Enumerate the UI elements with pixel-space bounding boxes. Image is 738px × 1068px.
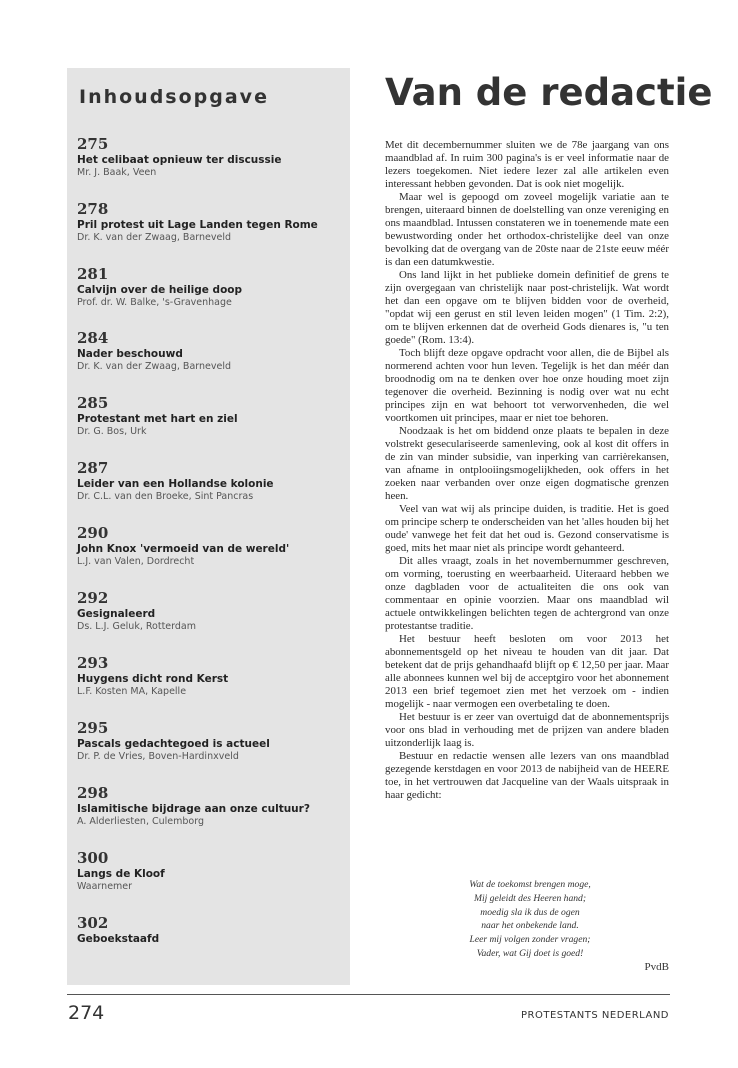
toc-entry-author: Waarnemer <box>77 881 133 892</box>
poem-line: moedig sla ik dus de ogen <box>480 906 580 918</box>
toc-entry-page: 302 <box>77 914 109 932</box>
toc-entry-page: 281 <box>77 265 109 283</box>
article-paragraph: Toch blijft deze opgave opdracht voor allen, die de Bijbel als normerend achten voor hun leven. Tegelijk is het dan méér dan broodnodig om na te denken over hoe onze houding moet zijn tegenover die overheid. Bezinning is nodig over wat nu echt principes zijn en wat behoort tot verworvenheden, die wel voortkomen uit principes, maar er niet toe behoren. <box>385 347 669 424</box>
toc-entry-author: L.J. van Valen, Dordrecht <box>77 556 195 567</box>
article-paragraph: Dit alles vraagt, zoals in het novembernummer geschreven, om vorming, toerusting en weerbaarheid. Uiteraard hebben we onze dagbladen voor de actualiteiten die ons ook van commentaar en opinie voorzien. Maar ons maandblad wil actuele ontwikkelingen belichten tegen de achtergrond van onze protestantse traditie. <box>385 555 669 632</box>
toc-entry-title: Geboekstaafd <box>77 933 160 945</box>
toc-entry-title: Pril protest uit Lage Landen tegen Rome <box>77 219 318 231</box>
article-paragraph: Noodzaak is het om biddend onze plaats te bepalen in deze volstrekt geseculariseerde samenleving, ook al kost dit offers in de zin van minder subsidie, van inperking van carrièrekansen, van afname in ontplooiingsmogelijkheden, ook offers in het zoeken naar verbanden over onze eigen dogmatische grenzen heen. <box>385 425 669 502</box>
toc-entry-title: Pascals gedachtegoed is actueel <box>77 738 270 750</box>
article-paragraph: Veel van wat wij als principe duiden, is traditie. Het is goed om principe scherp te onderscheiden van het 'alles houden bij het oude' vanwege het feit dat het oud is. Gezond conservatisme is goed, mits het maar niet als principe wordt gehanteerd. <box>385 503 669 554</box>
page-number: 274 <box>68 1002 105 1024</box>
toc-entry[interactable] <box>77 395 343 438</box>
toc-entry-page: 295 <box>77 719 109 737</box>
poem <box>420 878 640 961</box>
toc-entry-author: L.F. Kosten MA, Kapelle <box>77 686 187 697</box>
toc-entry[interactable] <box>77 266 343 309</box>
toc-entry-author: Dr. G. Bos, Urk <box>77 426 147 437</box>
toc-entry-page: 278 <box>77 200 109 218</box>
toc-entry-author: Dr. K. van der Zwaag, Barneveld <box>77 361 232 372</box>
article-paragraph: Het bestuur is er zeer van overtuigd dat de abonnementsprijs voor ons blad in verhouding met de prijzen van andere bladen uitzonderlijk laag is. <box>385 711 669 749</box>
toc-entry[interactable] <box>77 655 343 698</box>
article-paragraph: Met dit decembernummer sluiten we de 78e jaargang van ons maandblad af. In ruim 300 pagina's is er veel informatie naar de lezers toegekomen. Niet iedere lezer zal alle artikelen even interessant hebben gevonden. Dat is ook niet mogelijk. <box>385 139 669 190</box>
toc-entry-page: 292 <box>77 589 109 607</box>
toc-entry-title: Het celibaat opnieuw ter discussie <box>77 154 282 166</box>
poem-line: Mij geleidt des Heeren hand; <box>473 892 587 904</box>
toc-entry-author: Dr. C.L. van den Broeke, Sint Pancras <box>77 491 254 502</box>
article-body <box>385 139 669 802</box>
toc-entry-page: 290 <box>77 524 109 542</box>
toc-entry[interactable] <box>77 915 343 946</box>
toc-entry-author: Mr. J. Baak, Veen <box>77 167 157 178</box>
toc-entry-author: Prof. dr. W. Balke, 's-Gravenhage <box>77 297 232 308</box>
toc-entry-title: Leider van een Hollandse kolonie <box>77 478 274 490</box>
article-paragraph: Maar wel is gepoogd om zoveel mogelijk variatie aan te brengen, uiteraard binnen de doelstelling van onze vereniging en ons maandblad. Intussen constateren we in toenemende mate een bewustwording onder het orthodox-christelijke deel van onze bevolking dat de overgang van de 20ste naar de 21ste eeuw méér is dan een datumkwestie. <box>385 191 669 268</box>
toc-entry-page: 284 <box>77 329 109 347</box>
toc-entry[interactable] <box>77 136 343 179</box>
toc-entry-page: 298 <box>77 784 109 802</box>
toc-entry[interactable] <box>77 850 343 893</box>
signature: PvdB <box>644 961 669 973</box>
toc-entry[interactable] <box>77 720 343 763</box>
toc-entry-title: Calvijn over de heilige doop <box>77 284 243 296</box>
table-of-contents <box>67 68 350 985</box>
toc-title: Inhoudsopgave <box>79 86 269 108</box>
toc-entry-title: Huygens dicht rond Kerst <box>77 673 229 685</box>
toc-entry-author: A. Alderliesten, Culemborg <box>77 816 204 827</box>
toc-entry[interactable] <box>77 201 343 244</box>
article-paragraph: Bestuur en redactie wensen alle lezers van ons maandblad gezegende kerstdagen en voor 2013 de nabijheid van de HEERE toe, in het vertrouwen dat Jacqueline van der Waals uitspraak in haar gedicht: <box>385 750 669 801</box>
toc-entry-title: Nader beschouwd <box>77 348 183 360</box>
poem-line: Leer mij volgen zonder vragen; <box>469 934 591 946</box>
toc-entry-title: Langs de Kloof <box>77 868 165 880</box>
magazine-name: PROTESTANTS NEDERLAND <box>521 1010 669 1021</box>
toc-entry-page: 275 <box>77 135 109 153</box>
toc-entry-page: 287 <box>77 459 109 477</box>
article-paragraph: Het bestuur heeft besloten om voor 2013 het abonnementsgeld op het niveau te houden van dit jaar. Dat betekent dat de prijs gehandhaafd blijft op € 12,50 per jaar. Maar alle abonnees kunnen wel bij de acceptgiro voor het abonnement 2013 een brief tegemoet zien met het verzoek om - indien mogelijk - naar vermogen een overbetaling te doen. <box>385 633 669 710</box>
toc-entry-title: Protestant met hart en ziel <box>77 413 238 425</box>
toc-entry-author: Dr. K. van der Zwaag, Barneveld <box>77 232 232 243</box>
poem-line: Vader, wat Gij doet is goed! <box>476 947 584 959</box>
toc-entry-page: 285 <box>77 394 109 412</box>
toc-entry-title: Gesignaleerd <box>77 608 156 620</box>
toc-entry[interactable] <box>77 525 343 568</box>
toc-entry-title: Islamitische bijdrage aan onze cultuur? <box>77 803 310 815</box>
poem-line: Wat de toekomst brengen moge, <box>469 879 591 890</box>
toc-entry-title: John Knox 'vermoeid van de wereld' <box>77 543 290 555</box>
toc-entry[interactable] <box>77 330 343 373</box>
article-headline: Van de redactie <box>385 71 713 114</box>
toc-entry-author: Dr. P. de Vries, Boven-Hardinxveld <box>77 751 239 762</box>
poem-line: naar het onbekende land. <box>481 920 579 932</box>
toc-entry-page: 293 <box>77 654 109 672</box>
article-paragraph: Ons land lijkt in het publieke domein definitief de grens te zijn overgegaan van christelijk naar post-christelijk. Wat wordt het dan een opgave om te blijven bidden voor de overheid, "opdat wij een gerust en stil leven leiden mogen" (1 Tim. 2:2), om te blijven erkennen dat de overheid Gods dienares is, "u ten goede" (Rom. 13:4). <box>385 269 669 346</box>
toc-entry-page: 300 <box>77 849 109 867</box>
toc-entry-author: Ds. L.J. Geluk, Rotterdam <box>77 621 196 632</box>
toc-entry[interactable] <box>77 460 343 503</box>
toc-entry[interactable] <box>77 590 343 633</box>
footer-rule <box>67 994 670 995</box>
toc-entry[interactable] <box>77 785 343 828</box>
